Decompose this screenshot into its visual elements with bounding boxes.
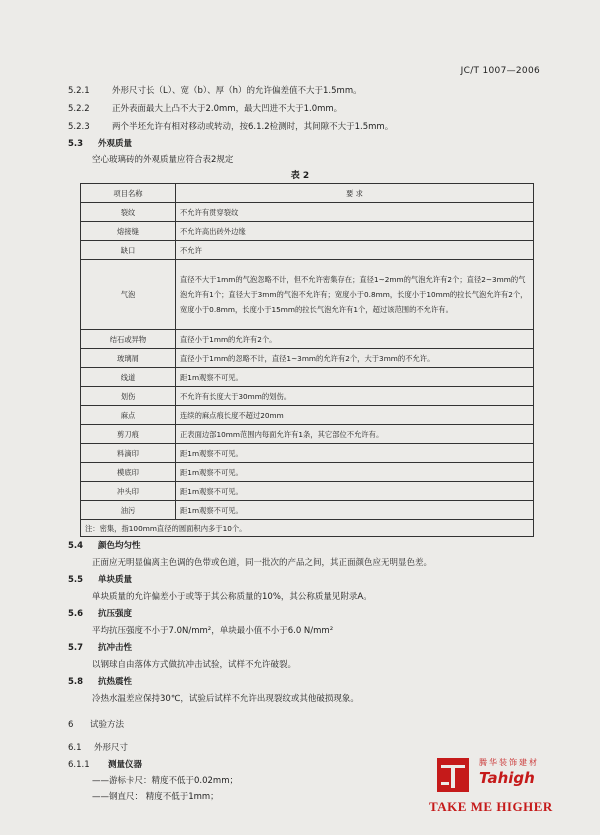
row-requirement: 不允许 (176, 241, 534, 260)
instrument-caliper: ——游标卡尺：精度不低于0.02mm； (92, 776, 238, 786)
section-5-2-2: 5.2.2 正外表面最大上凸不大于2.0mm，最大凹进不大于1.0mm。 (68, 104, 343, 114)
row-requirement: 连续的麻点痕长度不超过20mm (176, 406, 534, 425)
table-row (81, 406, 534, 425)
row-requirement: 距1m观察不可见。 (176, 463, 534, 482)
section-5-6-body: 平均抗压强度不小于7.0N/mm²，单块最小值不小于6.0 N/mm² (92, 626, 334, 636)
section-6-1-heading: 6.1 外形尺寸 (68, 743, 129, 753)
table-row (81, 203, 534, 222)
logo-chinese-name: 腾华装饰建材 (479, 758, 539, 767)
section-5-2-3: 5.2.3 两个半坯允许有相对移动或转动，按6.1.2检测时，其间隙不大于1.5mm。 (68, 122, 394, 132)
table-row (81, 222, 534, 241)
table-note: 注：密集，指100mm直径的圆面积内多于10个。 (81, 520, 534, 537)
table-row (81, 482, 534, 501)
section-5-4-heading: 5.4 颜色均匀性 (68, 541, 141, 551)
section-5-3-intro: 空心玻璃砖的外观质量应符合表2规定 (92, 155, 234, 165)
row-name: 料滴印 (81, 444, 176, 463)
table-row (81, 349, 534, 368)
table-row (81, 330, 534, 349)
row-name: 气泡 (81, 260, 176, 330)
row-requirement: 直径小于1mm的允许有2个。 (176, 330, 534, 349)
appearance-quality-table (80, 183, 534, 537)
section-5-7-body: 以钢球自由落体方式做抗冲击试验，试样不允许破裂。 (92, 660, 297, 670)
section-5-5-body: 单块质量的允许偏差小于或等于其公称质量的10%，其公称质量见附录A。 (92, 592, 372, 602)
row-name: 划伤 (81, 387, 176, 406)
tahigh-logo (429, 755, 587, 820)
row-name: 熔接缝 (81, 222, 176, 241)
table-row (81, 260, 534, 330)
row-name: 缺口 (81, 241, 176, 260)
table-row (81, 463, 534, 482)
section-6-heading: 6 试验方法 (68, 720, 125, 730)
header-item-name: 项目名称 (81, 184, 176, 203)
header-requirement: 要 求 (176, 184, 534, 203)
row-name: 裂纹 (81, 203, 176, 222)
row-requirement: 直径小于1mm的忽略不计，直径1~3mm的允许有2个，大于3mm的不允许。 (176, 349, 534, 368)
section-5-8-heading: 5.8 抗热震性 (68, 677, 133, 687)
row-name: 线道 (81, 368, 176, 387)
section-5-4-body: 正面应无明显偏离主色调的色带或色道，同一批次的产品之间，其正面颜色应无明显色差。 (92, 558, 433, 568)
table-row (81, 241, 534, 260)
table-row (81, 501, 534, 520)
section-6-1-1-heading: 6.1.1 测量仪器 (68, 760, 143, 770)
row-name: 模底印 (81, 463, 176, 482)
table-row (81, 368, 534, 387)
section-5-7-heading: 5.7 抗冲击性 (68, 643, 133, 653)
logo-slogan: TAKE ME HIGHER (429, 799, 553, 814)
row-name: 油污 (81, 501, 176, 520)
row-name: 冲头印 (81, 482, 176, 501)
row-name: 剪刀痕 (81, 425, 176, 444)
row-name: 麻点 (81, 406, 176, 425)
section-5-8-body: 冷热水温差应保持30℃，试验后试样不允许出现裂纹或其他破损现象。 (92, 694, 359, 704)
row-requirement: 不允许高出砖外边缘 (176, 222, 534, 241)
row-requirement: 正表面边部10mm范围内每面允许有1条，其它部位不允许有。 (176, 425, 534, 444)
section-5-2-1: 5.2.1 外形尺寸长（L）、宽（b）、厚（h）的允许偏差值不大于1.5mm。 (68, 86, 362, 96)
section-5-5-heading: 5.5 单块质量 (68, 575, 133, 585)
row-requirement: 距1m观察不可见。 (176, 501, 534, 520)
table-row (81, 425, 534, 444)
logo-english-name: Tahigh (479, 769, 535, 787)
row-requirement: 不允许有贯穿裂纹 (176, 203, 534, 222)
row-name: 结石或异物 (81, 330, 176, 349)
table-title: 表 2 (290, 171, 310, 181)
row-requirement: 距1m观察不可见。 (176, 444, 534, 463)
row-requirement: 直径不大于1mm的气泡忽略不计，但不允许密集存在；直径1~2mm的气泡允许有2个；直径2~3mm的气泡允许有1个；直径大于3mm的气泡不允许有；宽度小于0.8mm，长度小于10mm的拉长气泡允许有2个，宽度小于0.8mm，长度小于15mm的拉长气泡允许有1个，超过该范围的不允许有。 (176, 260, 534, 330)
section-5-6-heading: 5.6 抗压强度 (68, 609, 133, 619)
row-requirement: 距1m观察不可见。 (176, 482, 534, 501)
row-requirement: 距1m观察不可见。 (176, 368, 534, 387)
table-row (81, 444, 534, 463)
instrument-ruler: ——钢直尺： 精度不低于1mm； (92, 792, 219, 802)
row-requirement: 不允许有长度大于30mm的划伤。 (176, 387, 534, 406)
table-header-row (81, 184, 534, 203)
table-row (81, 387, 534, 406)
section-5-3-heading: 5.3 外观质量 (68, 139, 133, 149)
standard-code: JC/T 1007—2006 (460, 66, 540, 76)
table-note-row (81, 520, 534, 537)
tahigh-logo-icon (437, 758, 469, 792)
row-name: 玻璃屑 (81, 349, 176, 368)
